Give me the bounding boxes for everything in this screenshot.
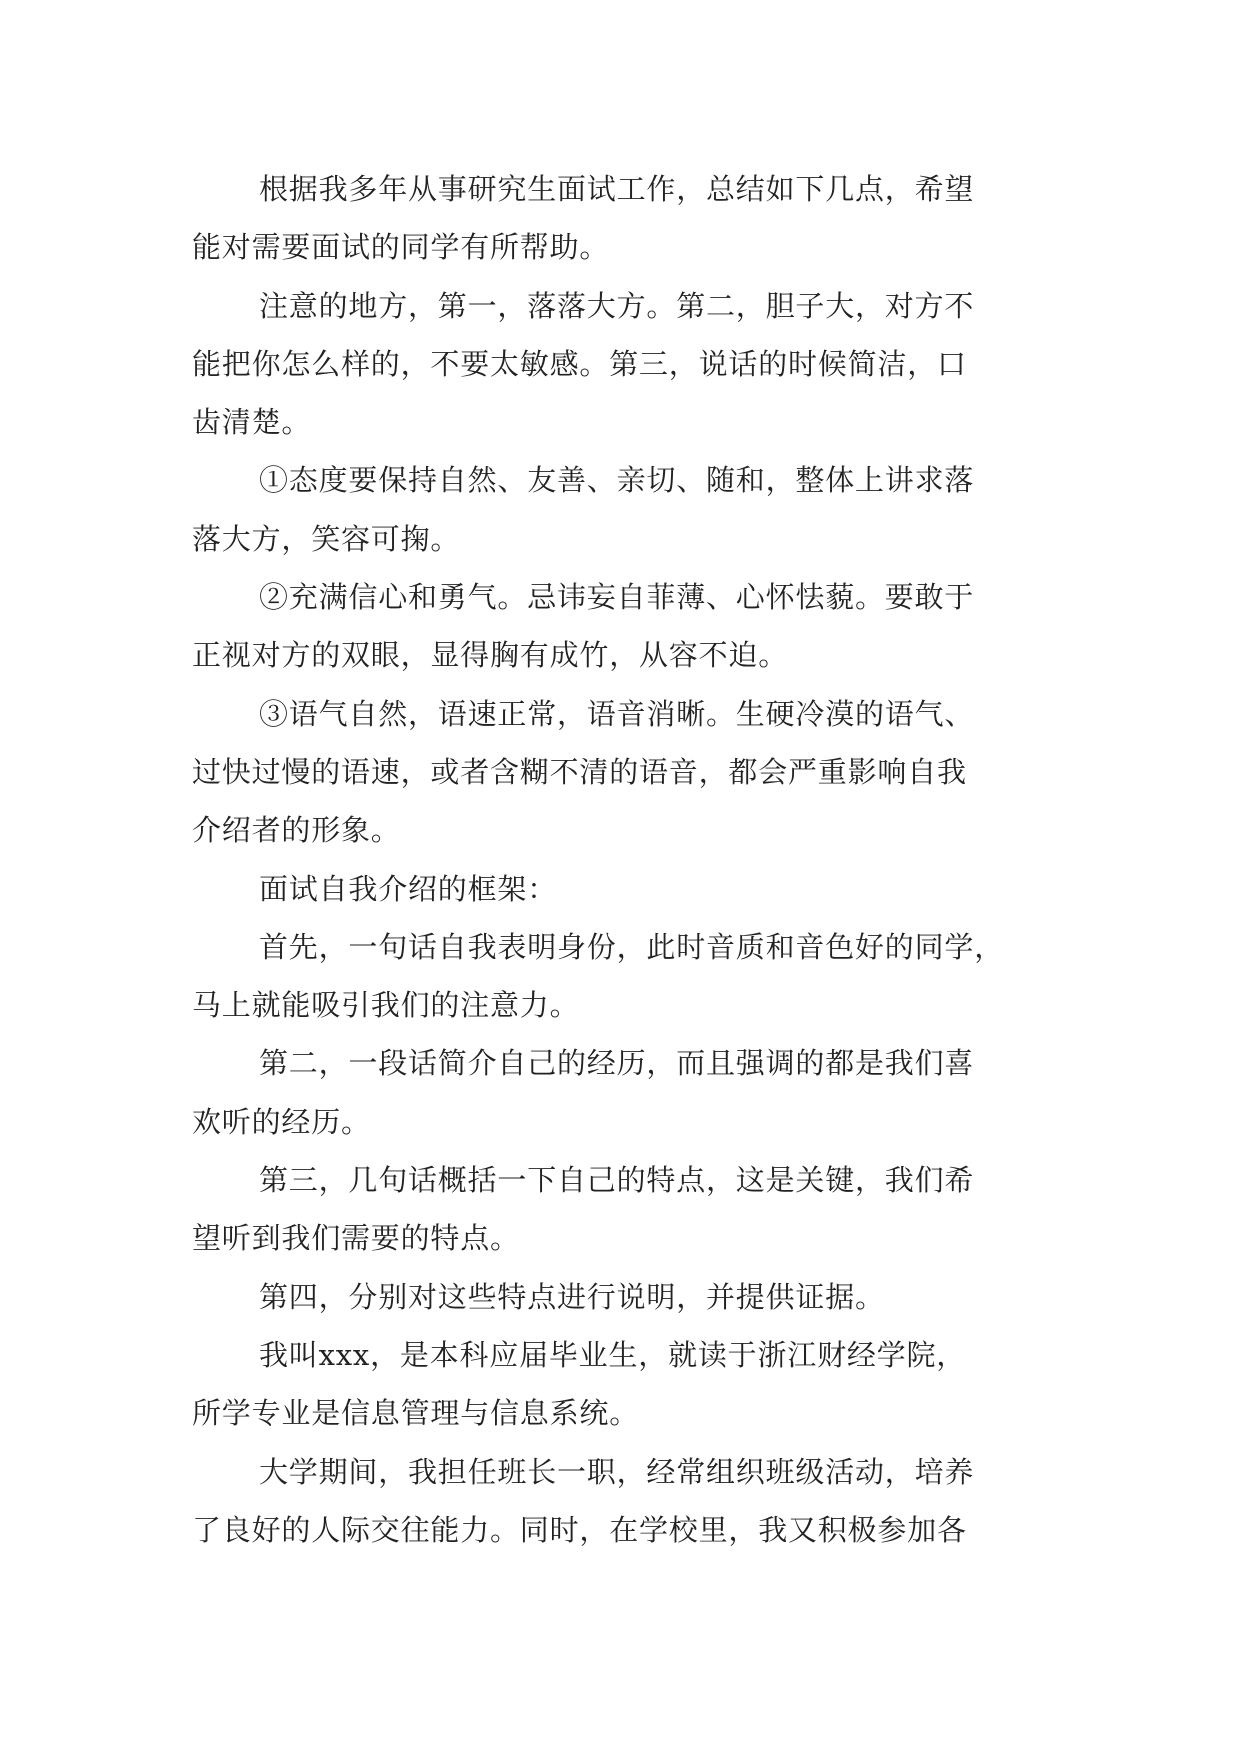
paragraph-line: 第四，分别对这些特点进行说明，并提供证据。 <box>259 1279 885 1314</box>
paragraph-line: 面试自我介绍的框架： <box>259 871 558 906</box>
paragraph-line: 所学专业是信息管理与信息系统。 <box>192 1396 640 1431</box>
paragraph-line: 大学期间，我担任班长一职，经常组织班级活动，培养 <box>259 1454 975 1489</box>
paragraph-line: 能把你怎么样的，不要太敏感。第三，说话的时候简洁，口 <box>192 346 967 381</box>
paragraph-line: ②充满信心和勇气。忌讳妄自菲薄、心怀怯藐。要敢于 <box>259 580 975 615</box>
paragraph-line: 了良好的人际交往能力。同时，在学校里，我又积极参加各 <box>192 1512 967 1547</box>
paragraph-line: 介绍者的形象。 <box>192 813 401 848</box>
paragraph-line: 第二，一段话简介自己的经历，而且强调的都是我们喜 <box>259 1046 975 1081</box>
paragraph-line: ①态度要保持自然、友善、亲切、随和，整体上讲求落 <box>259 463 975 498</box>
paragraph-line: 首先，一句话自我表明身份，此时音质和音色好的同学， <box>259 929 1005 964</box>
paragraph-line: 能对需要面试的同学有所帮助。 <box>192 230 610 265</box>
paragraph-line: 马上就能吸引我们的注意力。 <box>192 988 580 1023</box>
paragraph-line: 根据我多年从事研究生面试工作，总结如下几点，希望 <box>259 172 975 206</box>
paragraph-line: 我叫xxx，是本科应届毕业生，就读于浙江财经学院， <box>259 1337 967 1372</box>
paragraph-line: 望听到我们需要的特点。 <box>192 1221 520 1256</box>
paragraph-line: 落大方，笑容可掬。 <box>192 521 461 556</box>
paragraph-line: 第三，几句话概括一下自己的特点，这是关键，我们希 <box>259 1163 975 1198</box>
document-body <box>192 160 1062 1559</box>
paragraph-line: 过快过慢的语速，或者含糊不清的语音，都会严重影响自我 <box>192 754 967 789</box>
paragraph-line: 齿清楚。 <box>192 405 312 440</box>
paragraph-line: 正视对方的双眼，显得胸有成竹，从容不迫。 <box>192 638 789 673</box>
paragraph-line: ③语气自然，语速正常，语音消晰。生硬冷漠的语气、 <box>259 696 975 731</box>
paragraph-line: 欢听的经历。 <box>192 1104 371 1139</box>
paragraph-line: 注意的地方，第一，落落大方。第二，胆子大，对方不 <box>259 288 975 323</box>
